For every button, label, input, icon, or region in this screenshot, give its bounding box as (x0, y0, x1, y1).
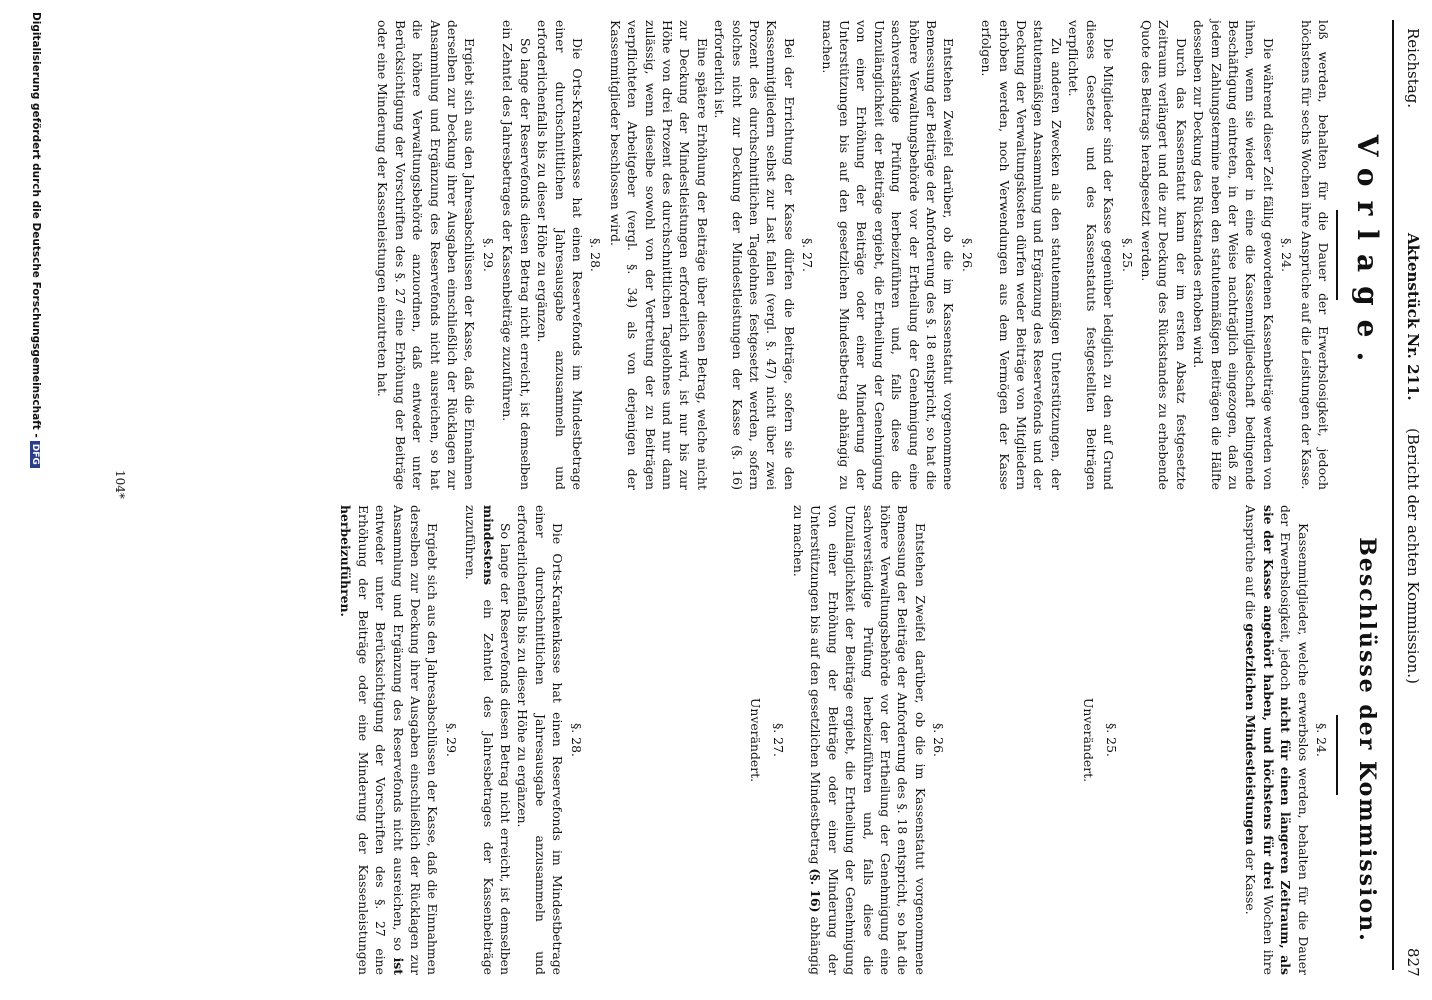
right-s24-label: §. 24. (1314, 723, 1329, 757)
left-s25-text2: Zu anderen Zwecken als den statutenmäßigen Unterstützungen, der statutenmäßigen Ansammlung und Ergänzung des Reservefonds und der Deckung der Verwaltungskosten dürfen weder Beiträge von Mitgliedern erhoben werden, noch Verwendungen aus dem Vermögen der Kasse erfolgen. (979, 20, 1064, 490)
right-column (337, 505, 1332, 975)
right-s29-text (337, 505, 441, 975)
left-s27-text2: Eine spätere Erhöhung der Beiträge über diesen Betrag, welche nicht zur Deckung der Mindestleistungen erforderlich wird, ist nur bis zur Höhe von drei Prozent des durchschnittlichen Tagelohnes und nur dann zulässig, wenn dieselbe sowohl von der Vertretung der zu Beiträgen verpflichteten Arbeitgeber (vergl. §. 34) als von derjenigen der Kassenmitglieder beschlossen wird. (607, 20, 710, 490)
right-s24-text (1242, 505, 1312, 975)
right-s26-text-b: abhängig zu machen. (790, 505, 824, 975)
page-mark: 104* (113, 470, 127, 499)
right-spacer-3 (587, 505, 737, 975)
right-s27-label: §. 27. (771, 723, 787, 757)
right-s24-text-b: Wochen ihre Ansprüche auf die (1243, 505, 1276, 975)
right-s29-bold: ist (390, 957, 406, 975)
dfg-logo: DFG (30, 441, 40, 468)
right-s29-text-b: entweder unter Berücksichtigung der Vorschriften des §. 27 eine Erhöhung der Beiträge oder eine Minderung der Kassenleistungen (355, 505, 389, 975)
left-column-title: Vorlage. (1351, 134, 1384, 376)
right-column-title: Beschlüsse der Kommission. (1354, 537, 1380, 943)
running-header (1398, 28, 1424, 978)
left-s26-label: §. 26. (959, 238, 975, 272)
header-center-right: (Bericht der achten Kommission.) (1404, 428, 1422, 684)
header-left: Reichstag. (1404, 28, 1422, 109)
header-center: Aktenstück Nr. 211. (1404, 233, 1422, 401)
left-s29-label: §. 29. (480, 238, 496, 272)
right-s29-label: §. 29. (443, 723, 459, 757)
left-s24-text2: Durch das Kassenstatut kann der im ersten Absatz festgesetzte Zeitraum verlängert und die zur Deckung des Rückstandes zu erhebende Quote des Beitrags herabgesetzt werden. (1138, 20, 1189, 490)
right-s26-bold: (§. 16) (808, 868, 824, 913)
right-s28-text2-a: So lange der Reservefonds diesen Betrag nicht erreicht, ist demselben (498, 523, 514, 975)
right-s24-bold2: gesetzlichen Mindestleistungen (1243, 623, 1259, 845)
left-s25-label: §. 25. (1119, 238, 1135, 272)
left-s25-text: Die Mitglieder sind der Kasse gegenüber lediglich zu den auf Grund dieses Gesetzes und des Kassenstatuts festgestellten Beiträgen verpflichtet. (1066, 20, 1117, 490)
left-s28-text2: So lange der Reservefonds diesen Betrag nicht erreicht, ist demselben ein Zehntel des Jahresbetrages der Kassenbeiträge zuzuführen. (500, 20, 533, 490)
right-s26-text-a: Entstehen Zweifel darüber, ob die im Kassenstatut vorgenommene Bemessung der Beiträge der Anforderung des §. 18 entspricht, so hat die höhere Verwaltungsbehörde vor der Ertheilung der Genehmigung eine sachverständige Prüfung herbeizuführen und, falls diese die Unzulänglichkeit der Beiträge ergiebt, die Ertheilung der Genehmigung von einer Erhöhung der Beiträge oder einer Minderung der Unterstützungen bis auf den gesetzlichen Mindestbetrag (808, 505, 928, 975)
right-s28-label: §. 28. (568, 723, 584, 757)
right-s28-text2 (462, 505, 514, 975)
header-rule (1392, 20, 1394, 970)
left-s26-text: Entstehen Zweifel darüber, ob die im Kassenstatut vorgenommene Bemessung der Beiträge der Anforderung des §. 18 entspricht, so hat die höhere Verwaltungsbehörde vor der Ertheilung der Genehmigung eine sachverständige Prüfung herbeizuführen und, falls diese die Unzulänglichkeit der Beiträge ergiebt, die Ertheilung der Genehmigung von einer Erhöhung der Beiträge oder einer Minderung der Unterstützungen bis auf den gesetzlichen Mindestbetrag abhängig zu machen. (819, 20, 957, 490)
right-s28-text: Die Orts-Krankenkasse hat einen Reservefonds im Mindestbetrage einer durchschnittlichen Jahresausgabe anzusammeln und erforderlichenfalls bis zu dieser Höhe zu ergänzen. (515, 505, 566, 975)
left-s28-text: Die Orts-Krankenkasse hat einen Reservefonds im Mindestbetrage einer durchschnittlichen Jahresausgabe anzusammeln und erforderlichenfalls bis zu dieser Höhe zu ergänzen. (535, 20, 585, 490)
right-title-rule (1336, 715, 1338, 795)
left-column (374, 20, 1332, 490)
right-s28-text2-b: ein Zehntel des Jahresbetrages der Kassenbeiträge zuzuführen. (463, 505, 496, 975)
right-spacer-2 (949, 505, 1069, 975)
right-s29-bold2: herbeizuführen. (338, 505, 354, 617)
left-s28-label: §. 28. (588, 238, 604, 272)
header-page-number: 827 (1404, 948, 1422, 977)
right-s26-label: §. 26. (931, 723, 947, 757)
right-s29-text-a: Ergiebt sich aus den Jahresabschlüssen der Kasse, daß die Einnahmen derselben zur Deckung ihrer Ausgaben einschließlich der Rücklagen zur Ansammlung und Ergänzung des Reservefonds nicht ausreichen, so (390, 505, 441, 975)
digitization-note-text: Digitalisierung gefördert durch die Deutsche Forschungsgemeinschaft - (30, 12, 42, 438)
right-s24-text-a: Kassenmitglieder, welche erwerbslos werden, behalten für die Dauer der Erwerbslosigkeit, jedoch (1278, 505, 1311, 975)
left-title-rule (1336, 210, 1338, 300)
digitization-note (30, 12, 42, 468)
left-s27-text: Bei der Errichtung der Kasse dürfen die Beiträge, sofern sie den Kassenmitgliedern selbst zur Last fallen (vergl. §. 47) nicht über zwei Prozent des durchschnittlichen Tagelohnes festgesetzt werden, sofern solches nicht zur Deckung der Mindestleistungen der Kasse (§. 16) erforderlich ist. (712, 20, 797, 490)
right-s24-text-c: der Kasse. (1243, 844, 1259, 915)
right-s27-unveraendert: Unverändert. (748, 697, 764, 783)
left-s27-label: §. 27. (800, 238, 816, 272)
left-s24-text1: Die während dieser Zeit fällig gewordenen Kassenbeiträge werden von ihnen, wenn sie wieder in eine die Kassenmitgliedschaft bedingende Beschäftigung eintreten, in der Weise nachträglich eingezogen, daß zu jedem Zahlungstermine neben den statutenmäßigen Beiträgen die Hälfte desselben zur Deckung des Rückstandes erhoben wird. (1191, 20, 1276, 490)
right-s24-bold: nicht für einen längeren Zeitraum, als sie der Kasse angehört haben, und höchstens für drei (1260, 505, 1294, 975)
right-s28-bold: mindestens (480, 505, 496, 585)
right-s25-label: §. 25. (1103, 723, 1119, 757)
left-s29-text: Ergiebt sich aus den Jahresabschlüssen der Kasse, daß die Einnahmen derselben zur Deckung ihrer Ausgaben einschließlich der Rücklagen zur Ansammlung und Ergänzung des Reservefonds nicht ausreichen, so hat die höhere Verwaltungsbehörde anzuordnen, daß entweder unter Berücksichtigung der Vorschriften des §. 27 eine Erhöhung der Beiträge oder eine Minderung der Kassenleistungen einzutreten hat. (375, 20, 478, 490)
right-s26-text (790, 505, 929, 975)
left-intro: loß werden, behalten für die Dauer der Erwerbslosigkeit, jedoch höchstens für sechs Wochen ihre Ansprüche auf die Leistungen der Kasse. (1298, 20, 1331, 490)
right-s25-unveraendert: Unverändert. (1080, 697, 1096, 783)
right-spacer-1 (1122, 505, 1242, 975)
left-s24-label: §. 24. (1279, 238, 1295, 272)
